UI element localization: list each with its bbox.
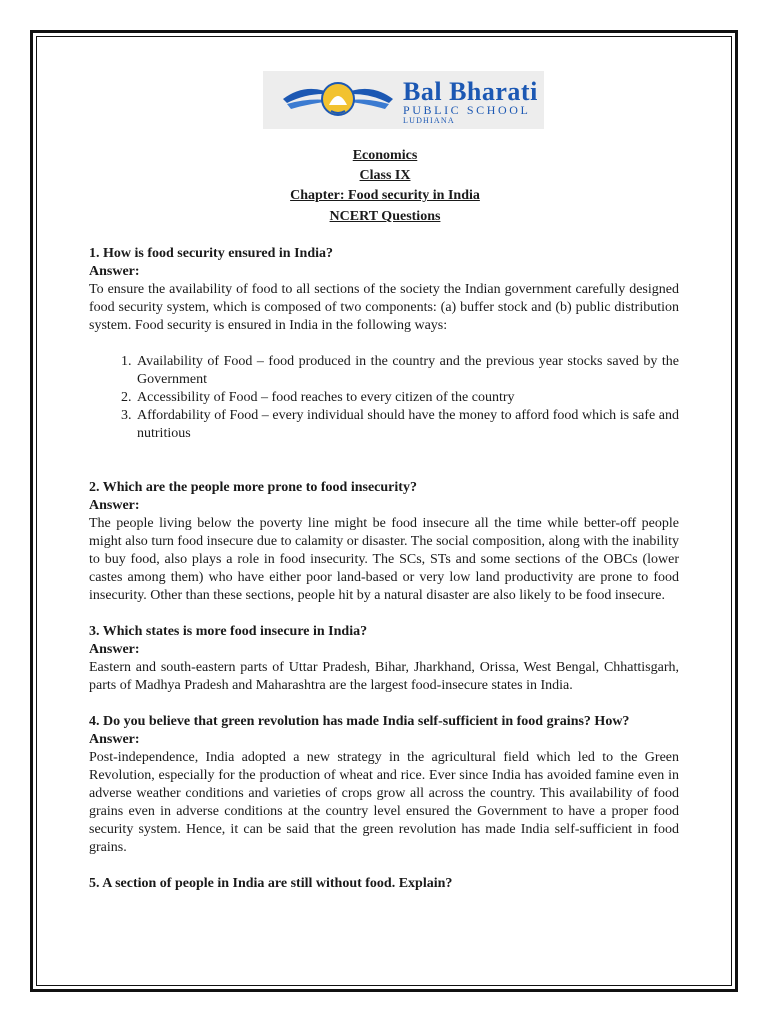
list-item: 1. Availability of Food – food produced in the country and the previous year stocks saved by the Government: [135, 353, 679, 389]
subject-heading: Economics: [352, 148, 418, 163]
question-1: 1. How is food security ensured in India?: [89, 246, 333, 261]
question-5: 5. A section of people in India are still without food. Explain?: [89, 876, 453, 891]
question-2: 2. Which are the people more prone to food insecurity?: [89, 480, 417, 495]
question-3: 3. Which states is more food insecure in India?: [89, 624, 368, 639]
answer-label: Answer:: [89, 732, 140, 747]
chapter-heading: Chapter: Food security in India: [290, 188, 480, 203]
list-item: 2. Accessibility of Food – food reaches to every citizen of the country: [135, 389, 679, 407]
answer-1: To ensure the availability of food to all sections of the society the Indian government carefully designed food security system, which is composed of two components: (a) buffer stock and (b) public distribution system. Food security is ensured in India in the following ways:: [89, 282, 679, 333]
school-emblem-icon: [277, 77, 399, 123]
food-security-list: [89, 353, 679, 443]
logo-subtitle: PUBLIC SCHOOL: [403, 103, 531, 117]
answer-label: Answer:: [89, 264, 140, 279]
answer-label: Answer:: [89, 498, 140, 513]
list-item: 3. Affordability of Food – every individual should have the money to afford food which is safe and nutritious: [135, 407, 679, 443]
school-logo: [263, 71, 544, 129]
answer-label: Answer:: [89, 642, 140, 657]
logo-school-name: Bal Bharati: [403, 77, 538, 106]
question-4: 4. Do you believe that green revolution has made India self-sufficient in food grains? How?: [89, 714, 630, 729]
answer-2: The people living below the poverty line might be food insecure all the time while better-off people might also turn food insecure due to calamity or disaster. The social composition, along with the inability to buy food, also plays a role in food insecurity. The SCs, STs and some sections of the OBCs (lower castes among them) who have either poor land-based or very low land productivity are prone to food insecurity. Other than these sections, people hit by a natural disaster are also likely to be food insecure.: [89, 516, 679, 603]
section-heading: NCERT Questions: [329, 209, 441, 224]
answer-4: Post-independence, India adopted a new strategy in the agricultural field which led to the Green Revolution, especially for the production of wheat and rice. Ever since India has avoided famine even in adverse weather conditions and varieties of crops grow all across the country. This availability of food grains even in adverse conditions at the country level ensured the Government to have a proper food security system. Hence, it can be said that the green revolution has made India self-sufficient in food grains.: [89, 750, 679, 855]
logo-city: LUDHIANA: [403, 116, 455, 125]
answer-3: Eastern and south-eastern parts of Uttar Pradesh, Bihar, Jharkhand, Orissa, West Bengal, Chhattisgarh, parts of Madhya Pradesh and Maharashtra are the largest food-insecure states in India.: [89, 660, 679, 693]
document-body: [89, 245, 679, 893]
class-heading: Class IX: [359, 168, 411, 183]
